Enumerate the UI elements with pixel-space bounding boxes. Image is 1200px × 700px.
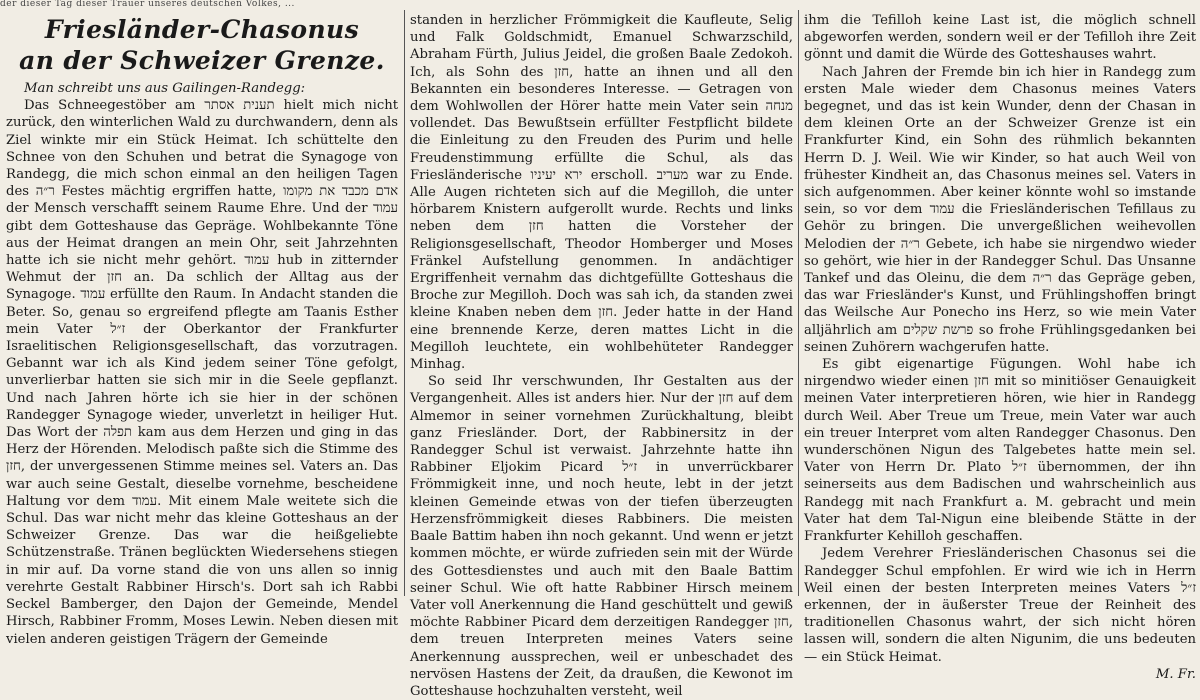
article-column-1	[6, 12, 399, 647]
article-headline	[6, 14, 398, 76]
paragraph: ihm die Tefilloh keine Last ist, die möglich schnell abgeworfen werden, sondern weil er der Tefilloh ihre Zeit gönnt und damit die Würde des Gotteshauses wahrt.	[804, 13, 1196, 63]
author-signature: M. Fr.	[1155, 666, 1196, 682]
dateline: Man schreibt uns aus Gailingen-Randegg:	[24, 81, 306, 96]
column-rule-left	[404, 10, 405, 596]
headline-line-1: Friesländer-Chasonus	[44, 15, 360, 44]
paragraph: Es gibt eigenartige Fügungen. Wohl habe ich nirgendwo wieder einen חזן mit so minitiöser Genauigkeit meinen Vater interpretieren hören, wie hier in Randegg durch Weil. Aber Treue um Treue, mein Vater war auch ein treuer Interpret vom alten Randegger Chasonus. Den wunderschönen Nigun des Talgebetes hatte mein sel. Vater von Herrn Dr. Plato ז״ל übernommen, der ihn seinerseits aus dem Badischen und wahrscheinlich aus Randegg mit nach Frankfurt a. M. gebracht und mein Vater hat dem Tal-Nigun eine bleibende Stätte in der Frankfurter Kehilloh geschaffen.	[804, 357, 1196, 545]
paragraph: So seid Ihr verschwunden, Ihr Gestalten aus der Vergangenheit. Alles ist anders hier. Nur der חזן auf dem Almemor in seiner vornehmen Zurückhaltung, bleibt ganz Friesländer. Dort, der Rabbinersitz in der Randegger Schul ist verwaist. Jahrzehnte hatte ihn Rabbiner Eljokim Picard ז״ל in unverrückbarer Frömmigkeit inne, und noch heute, lebt in der jetzt kleinen Gemeinde etwas von der tiefen überzeugten Herzensfrömmigkeit dieses Rabbiners. Die meisten Baale Battim haben ihn noch gekannt. Und wenn er jetzt kommen möchte, er würde zufrieden sein mit der Würde des Gottesdienstes und auch mit den Baale Battim seiner Schul. Wie oft hatte Rabbiner Hirsch meinem Vater voll Anerkennung die Hand geschüttelt und gewiß möchte Rabbiner Picard dem derzeitigen Randegger חזן, dem treuen Interpreten meines Vaters seine Anerkennung aussprechen, weil er unbeschadet des nervösen Hastens der Zeit, da draußen, die Kewonot im Gotteshause hochzuhalten versteht, weil	[410, 374, 794, 699]
article-column-3	[804, 12, 1196, 682]
paragraph: Das Schneegestöber am תענית אסתר hielt mich nicht zurück, den winterlichen Wald zu durchwandern, denn als Ziel winkte mir ein Stück Heimat. Ich schüttelte den Schnee von den Schuhen und betrat die Synagoge von Randegg, die mich schon einmal an den heiligen Tagen des ר״ה Festes mächtig ergriffen hatte, אדם מכבד את מקומו der Mensch verschafft seinem Raume Ehre. Und der עמוד gibt dem Gotteshause das Gepräge. Wohlbekannte Töne aus der Heimat drangen an mein Ohr, seit Jahrzehnten hatte ich sie nicht mehr gehört. עמוד hub in zitternder Wehmut der חזן an. Da schlich der Alltag aus der Synagoge. עמוד erfüllte den Raum. In Andacht standen die Beter. So, genau so ergreifend pflegte am Taanis Esther mein Vater ז״ל der Oberkantor der Frankfurter Israelitischen Religionsgesellschaft, das vorzutragen. Gebannt war ich als Kind jedem seiner Töne gefolgt, unverlierbar hatten sie sich mir in die Seele gepflanzt. Und nach Jahren hörte ich sie hier in der schönen Randegger Synagoge wieder, unverletzt in heiliger Hut. Das Wort der תפלה kam aus dem Herzen und ging in das Herz der Hörenden. Melodisch paßte sich die Stimme des חזן, der unvergessenen Stimme meines sel. Vaters an. Das war auch seine Gestalt, dieselbe vornehme, bescheidene Haltung vor dem עמוד. Mit einem Male weitete sich die Schul. Das war nicht mehr das kleine Gotteshaus an der Schweizer Grenze. Das war die heißgeliebte Schützenstraße. Tränen beglückten Wiedersehens stiegen in mir auf. Da vorne stand die von uns allen so innig verehrte Gestalt Rabbiner Hirsch's. Dort sah ich Rabbi Seckel Bamberger, den Dajon der Gemeinde, Mendel Hirsch, Rabbiner Fromm, Moses Lewin. Neben diesen mit vielen anderen geistigen Trägern der Gemeinde	[6, 98, 399, 647]
paragraph: Jedem Verehrer Friesländerischen Chasonus sei die Randegger Schul empfohlen. Er wird wie ich in Herrn Weil einen der besten Interpreten meines Vaters ז״ל erkennen, der in äußerster Treue der Reinheit des traditionellen Chasonus wahrt, der sich nicht hören lassen will, sondern die alten Nigunim, die uns bedeuten — ein Stück Heimat.	[804, 546, 1196, 665]
paragraph: standen in herzlicher Frömmigkeit die Kaufleute, Selig und Falk Goldschmidt, Emanuel Schwarzschild, Abraham Fürth, Julius Jeidel, die großen Baale Zedokoh. Ich, als Sohn des חזן, hatte an ihnen und all den Bekannten ein besonderes Interesse. — Getragen von dem Wohlwollen der Hörer hatte mein Vater sein מנחה vollendet. Das Bewußtsein erfüllter Festpflicht bildete die Einleitung zu den Freuden des Purim und helle Freudenstimmung erfüllte die Schul, als das Friesländerische ירא יעיניו erscholl. מעריב war zu Ende. Alle Augen richteten sich auf die Megilloh, die unter hörbarem Knistern aufgerollt wurde. Rechts und links neben dem חזן hatten die Vorsteher der Religionsgesellschaft, Theodor Homberger und Moses Fränkel Aufstellung genommen. In andächtiger Ergriffenheit vernahm das dichtgefüllte Gotteshaus die Broche zur Megilloh. Doch was sah ich, da standen zwei kleine Knaben neben dem חזן. Jeder hatte in der Hand eine brennende Kerze, deren mattes Licht in die Megilloh leuchtete, ein wohlbehüteter Randegger Minhag.	[410, 13, 793, 373]
article-column-2	[410, 12, 794, 699]
paragraph: Nach Jahren der Fremde bin ich hier in Randegg zum ersten Male wieder dem Chasonus meines Vaters begegnet, und das ist kein Wunder, denn der Chasan in dem kleinen Orte an der Schweizer Grenze ist ein Frankfurter Kind, ein Sohn des rühmlich bekannten Herrn D. J. Weil. Wie wir Kinder, so hat auch Weil von frühester Kindheit an, das Chasonus meines sel. Vaters in sich aufgenommen. Aber keiner könnte wohl so imstande sein, so vor dem עמוד die Friesländerischen Tefillaus zu Gehör zu bringen. Die unvergeßlichen weihevollen Melodien der ר״ה Gebete, ich habe sie nirgendwo wieder so gehört, wie hier in der Randegger Schul. Das Unsanne Tankef und das Oleinu, die dem ר״ה das Gepräge geben, das war Friesländer's Kunst, und Frühlingshoffen bringt das Weilsche Aur Ponecho ins Herz, so wie mein Vater alljährlich am פרשת שקלים so frohe Frühlingsgedanken bei seinen Zuhörern wachgerufen hatte.	[804, 64, 1196, 355]
headline-line-2: an der Schweizer Grenze.	[19, 46, 385, 75]
column-rule-right	[798, 10, 799, 596]
top-cut-line: der dieser Tag dieser Trauer unseres deutschen Volkes, ...	[0, 0, 295, 9]
